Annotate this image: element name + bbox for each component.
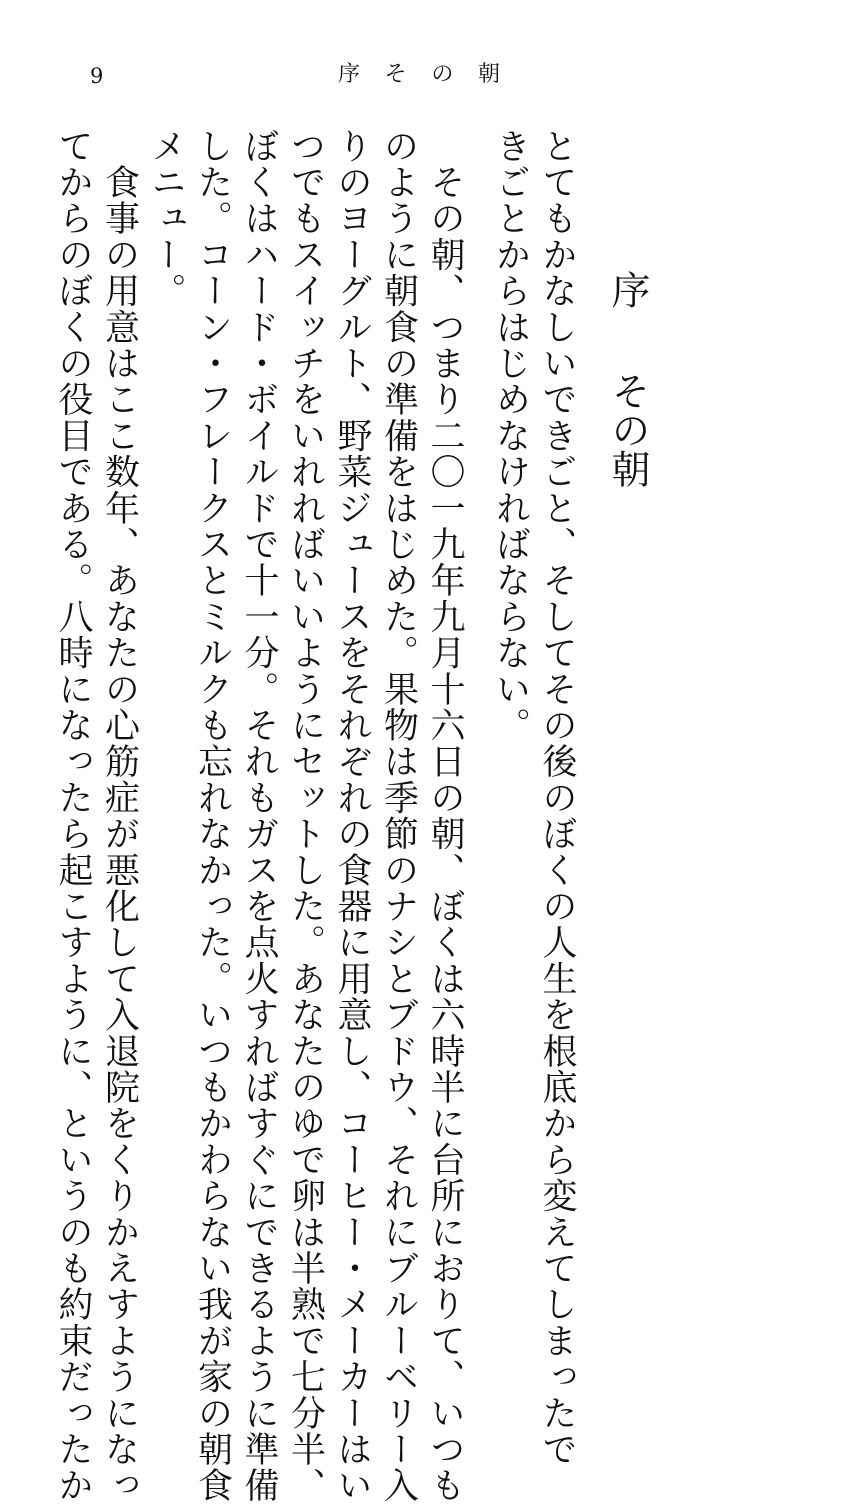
- text-line: 食事の用意はここ数年、あなたの心筋症が悪化して入退院をくりかえすようになっ: [99, 128, 140, 1504]
- text-line: とてもかなしいできごと、そしてその後のぼくの人生を根底から変えてしまったで: [537, 128, 577, 1468]
- running-head-char: 序: [338, 62, 361, 87]
- running-head-char: の: [431, 62, 454, 87]
- running-head-char: 朝: [477, 62, 500, 87]
- text-line: ぼくはハード・ボイルドで十一分。それもガスを点火すればすぐにできるように準備: [239, 128, 279, 1504]
- text-line: その朝、つまり二〇一九年九月十六日の朝、ぼくは六時半に台所におりて、いつも: [425, 128, 465, 1504]
- text-line: メニュー。: [146, 128, 186, 309]
- text-line: つでもスイッチをいれればいいようにセットした。あなたのゆで卵は半熟で七分半、: [285, 128, 326, 1504]
- chapter-title-prefix: 序: [605, 270, 650, 309]
- body-text-left: [53, 128, 468, 1504]
- text-line: きごとからはじめなければならない。: [490, 128, 531, 744]
- body-text-right: [470, 128, 580, 1468]
- running-head-char: そ: [384, 62, 407, 87]
- text-line: した。コーン・フレークスとミルクも忘れなかった。いつもかわらない我が家の朝食: [192, 128, 233, 1504]
- text-line: りのヨーグルト、野菜ジュースをそれぞれの食器に用意し、コーヒー・メーカーはい: [332, 128, 372, 1504]
- chapter-title-main: その朝: [605, 371, 650, 489]
- text-line: てからのぼくの役目である。八時になったら起こすように、というのも約束だったか: [53, 128, 93, 1504]
- page-number: 9: [90, 64, 104, 88]
- chapter-title: [602, 270, 652, 488]
- text-line: のように朝食の準備をはじめた。果物は季節のナシとブドウ、それにブルーベリー入: [378, 128, 419, 1504]
- running-head: [338, 64, 500, 86]
